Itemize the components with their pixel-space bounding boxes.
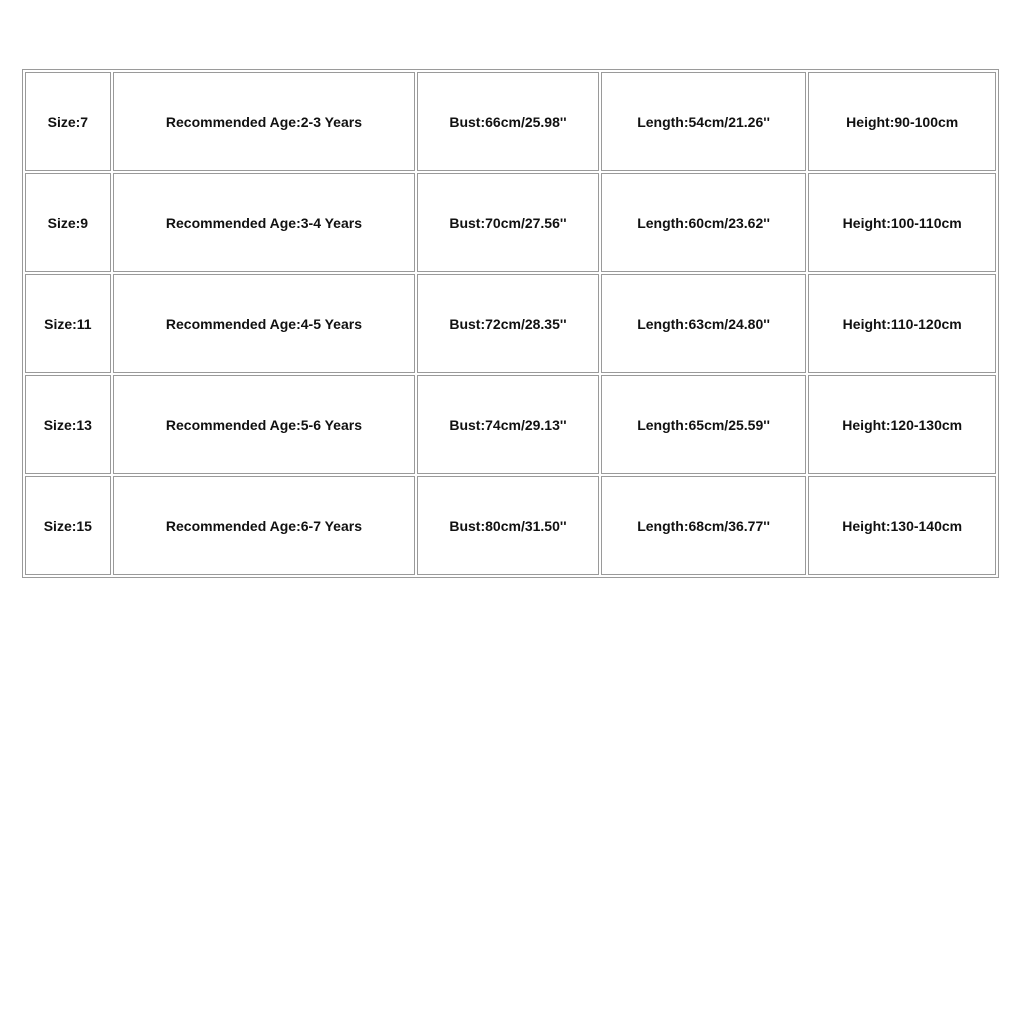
- recommended-age-cell: Recommended Age:4-5 Years: [113, 274, 416, 373]
- size-chart-body: [25, 72, 996, 575]
- height-cell: Height:100-110cm: [808, 173, 996, 272]
- length-cell: Length:65cm/25.59'': [601, 375, 807, 474]
- height-cell: Height:120-130cm: [808, 375, 996, 474]
- bust-cell: Bust:72cm/28.35'': [417, 274, 599, 373]
- length-cell: Length:68cm/36.77'': [601, 476, 807, 575]
- recommended-age-cell: Recommended Age:5-6 Years: [113, 375, 416, 474]
- size-cell: Size:7: [25, 72, 111, 171]
- size-cell: Size:9: [25, 173, 111, 272]
- bust-cell: Bust:70cm/27.56'': [417, 173, 599, 272]
- length-cell: Length:54cm/21.26'': [601, 72, 807, 171]
- table-row: [25, 72, 996, 171]
- height-cell: Height:110-120cm: [808, 274, 996, 373]
- recommended-age-cell: Recommended Age:3-4 Years: [113, 173, 416, 272]
- recommended-age-cell: Recommended Age:6-7 Years: [113, 476, 416, 575]
- table-row: [25, 173, 996, 272]
- length-cell: Length:63cm/24.80'': [601, 274, 807, 373]
- bust-cell: Bust:66cm/25.98'': [417, 72, 599, 171]
- length-cell: Length:60cm/23.62'': [601, 173, 807, 272]
- table-row: [25, 274, 996, 373]
- size-chart-table: [22, 69, 999, 578]
- bust-cell: Bust:74cm/29.13'': [417, 375, 599, 474]
- table-row: [25, 476, 996, 575]
- size-cell: Size:15: [25, 476, 111, 575]
- size-cell: Size:11: [25, 274, 111, 373]
- bust-cell: Bust:80cm/31.50'': [417, 476, 599, 575]
- size-cell: Size:13: [25, 375, 111, 474]
- height-cell: Height:130-140cm: [808, 476, 996, 575]
- table-row: [25, 375, 996, 474]
- height-cell: Height:90-100cm: [808, 72, 996, 171]
- recommended-age-cell: Recommended Age:2-3 Years: [113, 72, 416, 171]
